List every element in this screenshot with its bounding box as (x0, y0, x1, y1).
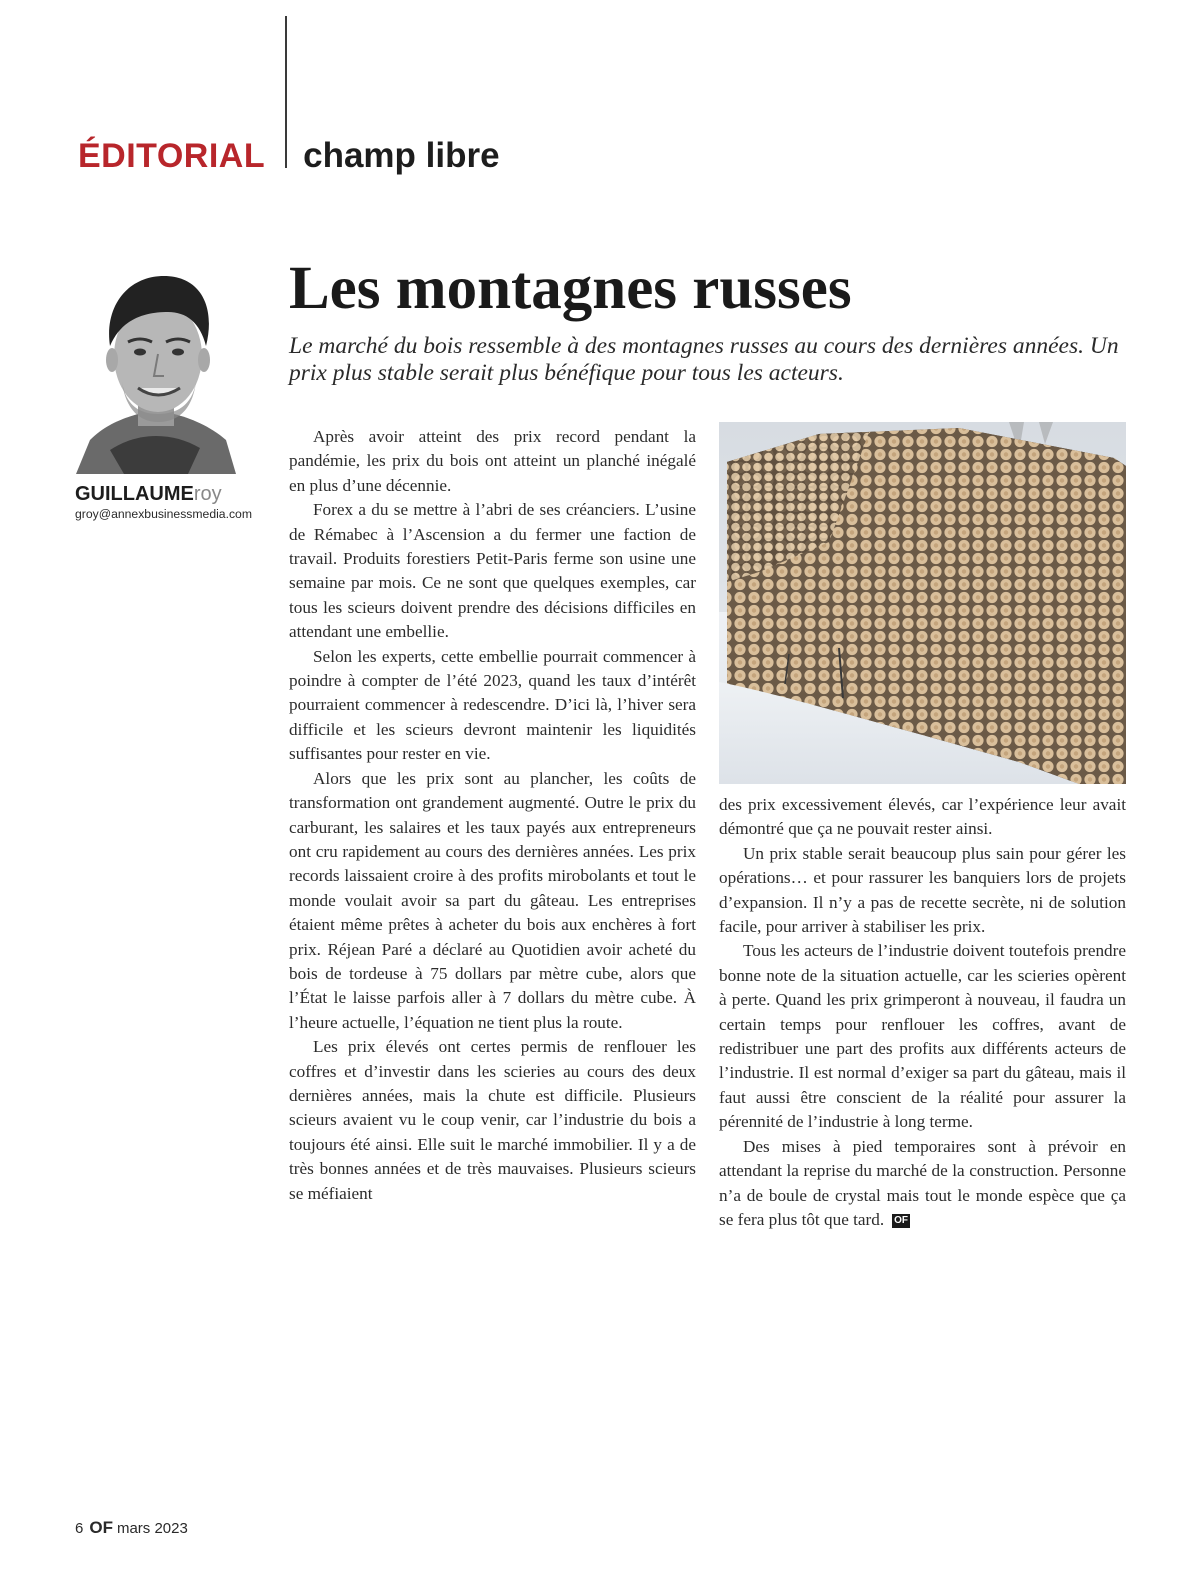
section-header (78, 128, 500, 184)
last-paragraph-text: Des mises à pied temporaires sont à prévoir en attendant la reprise du marché de la construction. Personne n’a de boule de crystal mais tout le monde espèce que ça se fera plus tôt que tard. (719, 1136, 1126, 1229)
author-first-name: GUILLAUME (75, 483, 194, 505)
paragraph: Tous les acteurs de l’industrie doivent toutefois prendre bonne note de la situation actuelle, car les scieries opèrent à perte. Quand les prix grimperont à nouveau, il faudra un certain temps pour renflouer les coffres, avant de redistribuer une part des profits aux différents acteurs de l’industrie. Il est normal d’exiger sa part du gâteau, mais il faut aussi être conscient de la réalité pour assurer la pérennité de l’industrie à long terme. (719, 941, 1126, 1132)
paragraph: Un prix stable serait beaucoup plus sain pour gérer les opérations… et pour rassurer les banquiers lors de projets d’expansion. Il n’y a pas de recette secrète, ni de solution facile, pour arriver à stabiliser les prix. (719, 843, 1126, 937)
article-column-left (289, 425, 696, 1206)
paragraph: Selon les experts, cette embellie pourrait commencer à poindre à compter de l’été 2023, quand les taux d’intérêt pourraient commencer à redescendre. D’ici là, l’hiver sera difficile et les scieurs devront maintenir les liquidités suffisantes pour rester en vie. (289, 646, 696, 764)
paragraph: Alors que les prix sont au plancher, les coûts de transformation ont grandement augmenté. Outre le prix du carburant, les salaires et les taux payés aux entrepreneurs ont cru rapidement au cours des dernières années. Les prix records laissaient croire à des profits mirobolants et tout le monde voulait avoir sa part du gâteau. Les entreprises étaient même prêtes à acheter du bois aux enchères à fort prix. Réjean Paré a déclaré au Quotidien avoir acheté du bois de tordeuse à 75 dollars par mètre cube, alors que l’État le laisse parfois aller à 7 dollars du mètre cube. À l’heure actuelle, l’équation ne tient plus la route. (289, 768, 696, 1032)
subsection-label: champ libre (303, 136, 500, 175)
author-portrait (76, 272, 236, 474)
paragraph: Les prix élevés ont certes permis de renflouer les coffres et d’investir dans les scieries au cours des deux dernières années, mais la chute est difficile. Plusieurs scieurs avaient vu le coup venir, car l’industrie du bois a toujours été ainsi. Elle suit le marché immobilier. Il y a de très bonnes années et de très mauvaises. Plusieurs scieurs se méfiaient (289, 1037, 696, 1203)
issue-date: mars 2023 (116, 1520, 188, 1537)
article-column-right (719, 793, 1126, 1232)
author-name (75, 482, 222, 506)
author-last-name: roy (193, 483, 222, 505)
paragraph-continuation: des prix excessivement élevés, car l’expérience leur avait démontré que ça ne pouvait rester ainsi. (719, 795, 1126, 839)
log-pile-photo (719, 422, 1126, 784)
article-deck: Le marché du bois ressemble à des montagnes russes au cours des dernières années. Un prix plus stable serait plus bénéfique pour tous les acteurs. (289, 333, 1119, 386)
paragraph: Après avoir atteint des prix record pendant la pandémie, les prix du bois ont atteint un planché inégalé en plus d’une décennie. (289, 427, 696, 495)
page-number: 6 (75, 1520, 84, 1537)
section-label: ÉDITORIAL (78, 136, 266, 175)
paragraph-last (719, 1135, 1126, 1233)
author-email[interactable]: groy@annexbusinessmedia.com (75, 507, 252, 521)
article-title: Les montagnes russes (289, 255, 852, 322)
magazine-logo: OF (89, 1518, 113, 1537)
page-footer (75, 1518, 188, 1538)
end-mark-icon: OF (894, 1214, 909, 1226)
paragraph: Forex a du se mettre à l’abri de ses créanciers. L’usine de Rémabec à l’Ascension a du fermer une faction de travail. Produits forestiers Petit-Paris ferme son usine une semaine par mois. Ce ne sont que quelques exemples, car tous les scieurs doivent prendre des décisions difficiles en attendant une embellie. (289, 500, 696, 642)
